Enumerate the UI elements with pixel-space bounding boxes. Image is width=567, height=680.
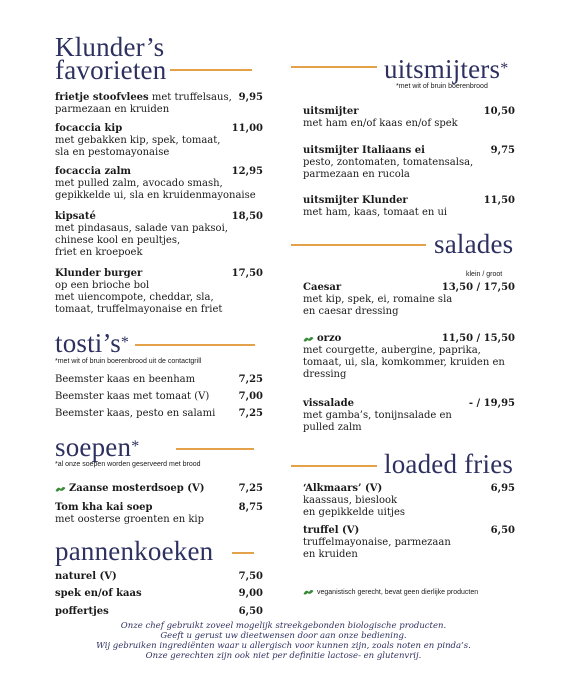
item-name: ‘Alkmaars’ (V) bbox=[303, 483, 383, 494]
footer-line: Onze gerechten zijn ook niet per definitie lactose- en glutenvrij. bbox=[145, 651, 422, 661]
item-desc: tomaat, ui, sla, komkommer, kruiden en bbox=[303, 357, 505, 368]
item-price: 18,50 bbox=[231, 211, 263, 222]
item-desc: met pindasaus, salade van paksoi, bbox=[55, 223, 228, 234]
item-desc: en kruiden bbox=[303, 549, 358, 560]
menu-item bbox=[55, 123, 220, 159]
tosti-item-label: Beemster kaas, pesto en salami bbox=[55, 408, 216, 419]
item-price: 8,75 bbox=[238, 502, 263, 513]
uitsmijters-rule bbox=[291, 66, 377, 68]
menu-item bbox=[303, 145, 473, 181]
item-name: Tom kha kai soep bbox=[55, 502, 153, 513]
menu-item bbox=[303, 282, 452, 318]
loaded-fries-rule bbox=[291, 465, 377, 467]
item-desc: met gamba’s, tonijnsalade en bbox=[303, 410, 452, 421]
item-price: 6,95 bbox=[490, 483, 515, 494]
salades-rule bbox=[291, 244, 426, 246]
item-name: orzo bbox=[317, 333, 342, 344]
vegan-legend-text: veganistisch gerecht, bevat geen dierlijke producten bbox=[317, 588, 479, 596]
soepen-title-text: soepen bbox=[55, 432, 132, 462]
pannenkoeken-rule bbox=[232, 552, 254, 554]
item-price: 7,25 bbox=[238, 483, 263, 494]
tosti-item-label: Beemster kaas met tomaat (V) bbox=[55, 391, 210, 402]
item-name: poffertjes bbox=[55, 606, 109, 617]
item-desc: met ham, kaas, tomaat en ui bbox=[303, 207, 448, 218]
item-desc: en gepikkelde uitjes bbox=[303, 507, 405, 518]
vegan-leaf-icon bbox=[55, 485, 66, 493]
item-desc: dressing bbox=[303, 369, 347, 380]
item-price: - / 19,95 bbox=[468, 398, 515, 409]
item-desc: met truffelsaus, bbox=[148, 92, 232, 103]
item-price: 7,25 bbox=[238, 374, 263, 385]
item-name: frietje stoofvlees bbox=[55, 92, 149, 103]
item-desc: sla en pestomayonaise bbox=[55, 147, 170, 158]
soepen-rule bbox=[176, 448, 254, 450]
item-price: 9,75 bbox=[490, 145, 515, 156]
item-price: 9,00 bbox=[238, 588, 263, 599]
item-desc: op een brioche bol bbox=[55, 280, 150, 291]
item-desc: pesto, zontomaten, tomatensalsa, bbox=[303, 157, 474, 168]
item-price: 7,00 bbox=[238, 391, 263, 402]
soepen-note: *al onze soepen worden geserveerd met brood bbox=[55, 461, 201, 468]
menu-item bbox=[303, 195, 447, 219]
pannenkoeken-title: pannenkoeken bbox=[55, 536, 214, 566]
item-desc: met gebakken kip, spek, tomaat, bbox=[55, 135, 221, 146]
item-name: spek en/of kaas bbox=[55, 588, 142, 599]
footer-line: Wij gebruiken ingrediënten waar u allergisch voor kunnen zijn, zoals noten en pinda’s. bbox=[96, 641, 471, 651]
item-price: 9,95 bbox=[238, 92, 263, 103]
tostis-star: * bbox=[120, 334, 130, 351]
item-desc: met oosterse groenten en kip bbox=[55, 514, 205, 525]
uitsmijters-star: * bbox=[500, 60, 509, 77]
menu-item bbox=[303, 398, 452, 434]
item-price: 6,50 bbox=[238, 606, 263, 617]
item-name: focaccia zalm bbox=[55, 166, 132, 177]
item-price: 13,50 / 17,50 bbox=[441, 282, 515, 293]
favorieten-rule bbox=[170, 69, 252, 71]
item-name: naturel (V) bbox=[55, 571, 117, 582]
item-desc: met pulled zalm, avocado smash, bbox=[55, 178, 223, 189]
item-desc: met uiencompote, cheddar, sla, bbox=[55, 292, 214, 303]
item-name: uitsmijter bbox=[303, 106, 359, 117]
item-desc: parmezaan en rucola bbox=[303, 169, 410, 180]
menu-item bbox=[303, 106, 458, 130]
menu-item bbox=[55, 268, 222, 316]
item-desc: met kip, spek, ei, romaine sla bbox=[303, 294, 453, 305]
tostis-title-text: tosti’s bbox=[55, 328, 121, 358]
item-price: 17,50 bbox=[231, 268, 263, 279]
favorieten-title-line2: favorieten bbox=[55, 55, 167, 85]
menu-item bbox=[303, 525, 451, 561]
item-desc: friet en kroepoek bbox=[55, 247, 143, 258]
uitsmijters-note: *met wit of bruin boerenbrood bbox=[396, 83, 488, 90]
item-desc: truffelmayonaise, parmezaan bbox=[303, 537, 451, 548]
item-price: 12,95 bbox=[231, 166, 263, 177]
menu-item bbox=[55, 483, 204, 495]
item-name: Klunder burger bbox=[55, 268, 143, 279]
tostis-rule bbox=[135, 344, 255, 346]
item-desc: gepikkelde ui, sla en kruidenmayonaise bbox=[55, 190, 256, 201]
item-desc: met courgette, aubergine, paprika, bbox=[303, 345, 481, 356]
item-price: 11,50 bbox=[483, 195, 515, 206]
item-name: Zaanse mosterdsoep (V) bbox=[69, 483, 205, 494]
item-name: vissalade bbox=[303, 398, 354, 409]
item-price: 7,25 bbox=[238, 408, 263, 419]
item-price: 7,50 bbox=[238, 571, 263, 582]
item-price: 11,00 bbox=[231, 123, 263, 134]
uitsmijters-title-text: uitsmijters bbox=[384, 54, 501, 84]
item-price: 10,50 bbox=[483, 106, 515, 117]
menu-item bbox=[55, 502, 204, 526]
vegan-leaf-icon bbox=[303, 335, 314, 343]
item-price: 6,50 bbox=[490, 525, 515, 536]
item-desc: parmezaan en kruiden bbox=[55, 104, 170, 115]
vegan-leaf-icon bbox=[303, 588, 314, 596]
item-desc: kaassaus, bieslook bbox=[303, 495, 398, 506]
menu-item bbox=[55, 211, 228, 259]
item-name: uitsmijter Italiaans ei bbox=[303, 145, 425, 156]
loaded-fries-title: loaded fries bbox=[384, 449, 514, 479]
menu-item bbox=[55, 92, 232, 116]
salades-title: salades bbox=[434, 229, 514, 259]
footer-line: Onze chef gebruikt zoveel mogelijk streekgebonden biologische producten. bbox=[120, 621, 447, 631]
item-price: 11,50 / 15,50 bbox=[441, 333, 515, 344]
tostis-note: *met wit of bruin boerenbrood uit de contactgrill bbox=[55, 358, 202, 365]
tosti-item-label: Beemster kaas en beenham bbox=[55, 374, 196, 385]
footer-line: Geeft u gerust uw dieetwensen door aan onze bediening. bbox=[160, 631, 407, 641]
item-name: kipsaté bbox=[55, 211, 96, 222]
item-name: focaccia kip bbox=[55, 123, 123, 134]
menu-item bbox=[303, 483, 405, 519]
item-name: truffel (V) bbox=[303, 525, 360, 536]
soepen-title bbox=[55, 434, 139, 460]
item-desc: tomaat, truffelmayonaise en friet bbox=[55, 304, 223, 315]
soepen-star: * bbox=[131, 438, 140, 455]
tostis-title bbox=[55, 330, 129, 356]
favorieten-title-line1: Klunder’s bbox=[55, 32, 165, 62]
item-name: uitsmijter Klunder bbox=[303, 195, 408, 206]
vegan-legend bbox=[303, 588, 478, 596]
item-desc: en caesar dressing bbox=[303, 306, 399, 317]
item-desc: chinese kool en peultjes, bbox=[55, 235, 181, 246]
item-name: Caesar bbox=[303, 282, 342, 293]
salades-size-note: klein / groot bbox=[466, 271, 503, 278]
uitsmijters-title bbox=[384, 56, 508, 82]
item-desc: met ham en/of kaas en/of spek bbox=[303, 118, 458, 129]
item-desc: pulled zalm bbox=[303, 422, 362, 433]
